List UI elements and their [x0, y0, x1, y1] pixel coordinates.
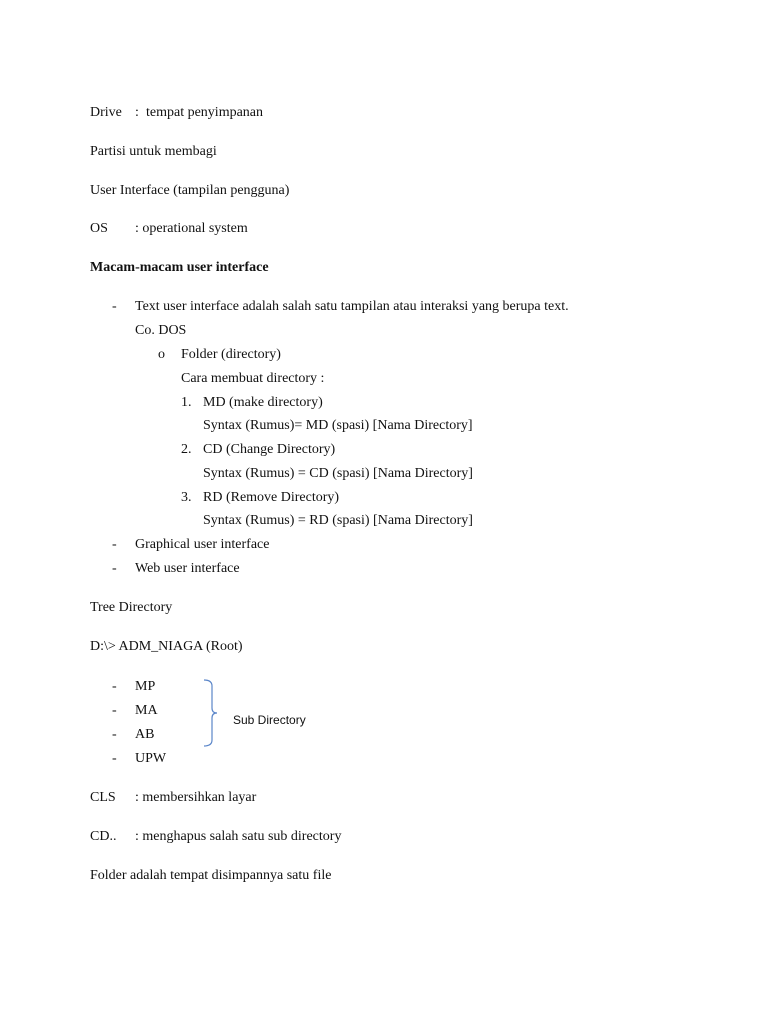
dash-bullet: - — [112, 751, 117, 766]
command-cd-up — [90, 828, 342, 846]
step-syntax: Syntax (Rumus) = CD (spasi) [Nama Directory] — [203, 466, 473, 481]
step-number: 1. — [181, 395, 192, 410]
bullet-text: Text user interface adalah salah satu tampilan atau interaksi yang berupa text. — [135, 299, 569, 314]
step-item — [181, 489, 340, 507]
folder-definition: Folder adalah tempat disimpannya satu file — [90, 868, 332, 883]
subdir-name: MP — [135, 679, 156, 694]
step-number: 2. — [181, 442, 192, 457]
bullet-text: Web user interface — [135, 561, 240, 576]
step-item — [181, 441, 336, 459]
cara-membuat-label: Cara membuat directory : — [181, 371, 325, 386]
dash-bullet: - — [112, 537, 117, 552]
dash-bullet: - — [112, 561, 117, 576]
sub-bullet-text: Folder (directory) — [181, 347, 281, 362]
command-desc: : menghapus salah satu sub directory — [135, 829, 342, 844]
definition-os — [90, 220, 248, 238]
subdir-annotation: Sub Directory — [233, 713, 306, 727]
subdir-name: UPW — [135, 751, 167, 766]
definition-term: OS — [90, 221, 108, 236]
bullet-text: Graphical user interface — [135, 537, 270, 552]
definition-desc: : operational system — [135, 221, 248, 236]
command-desc: : membersihkan layar — [135, 790, 257, 805]
step-syntax: Syntax (Rumus)= MD (spasi) [Nama Directory] — [203, 418, 473, 433]
step-title: RD (Remove Directory) — [203, 490, 340, 505]
circle-bullet: o — [158, 347, 165, 362]
step-title: CD (Change Directory) — [203, 442, 336, 457]
subdir-name: AB — [135, 727, 155, 742]
tree-root: D:\> ADM_NIAGA (Root) — [90, 639, 243, 654]
right-brace-icon — [200, 678, 220, 748]
definition-drive — [90, 104, 264, 122]
step-syntax: Syntax (Rumus) = RD (spasi) [Nama Directory] — [203, 513, 473, 528]
step-number: 3. — [181, 490, 192, 505]
definition-partisi: Partisi untuk membagi — [90, 144, 217, 159]
dash-bullet: - — [112, 679, 117, 694]
step-item — [181, 394, 323, 412]
dash-bullet: - — [112, 727, 117, 742]
subdir-name: MA — [135, 703, 158, 718]
tree-title: Tree Directory — [90, 600, 173, 615]
definition-user-interface: User Interface (tampilan pengguna) — [90, 183, 290, 198]
definition-separator: : — [135, 105, 139, 120]
dash-bullet: - — [112, 703, 117, 718]
step-title: MD (make directory) — [203, 395, 323, 410]
section-heading: Macam-macam user interface — [90, 260, 269, 275]
definition-desc: tempat penyimpanan — [146, 105, 264, 120]
command-term: CLS — [90, 790, 116, 805]
command-cls — [90, 789, 257, 807]
tui-example: Co. DOS — [135, 323, 187, 338]
dash-bullet: - — [112, 299, 117, 314]
definition-term: Drive — [90, 105, 122, 120]
command-term: CD.. — [90, 829, 117, 844]
